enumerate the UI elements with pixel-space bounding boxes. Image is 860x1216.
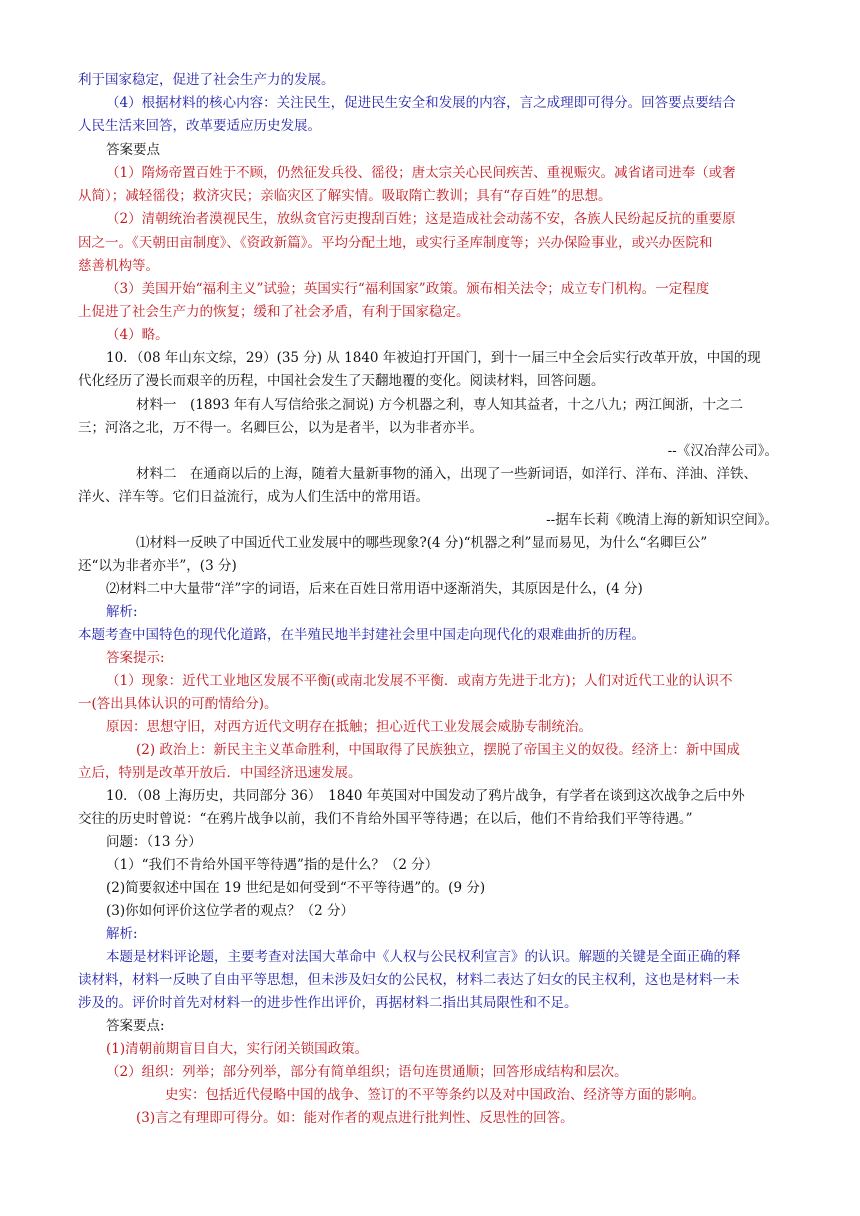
- text-line: 交往的历史时曾说：“在鸦片战争以前，我们不肯给外国平等待遇；在以后，他们不肯给我们平等待遇。”: [78, 811, 693, 827]
- text-line: 读材料，材料一反映了自由平等思想，但未涉及妇女的公民权，材料二表达了妇女的民主权利，这也是材料一未: [78, 972, 740, 988]
- question-heading: 10．（08 上海历史，共同部分 36） 1840 年英国对中国发动了鸦片战争，有学者在谈到这次战争之后中外: [106, 788, 745, 804]
- text-line: 因之一。《天朝田亩制度》、《资政新篇》。平均分配土地，或实行圣库制度等；兴办保险事业，或兴办医院和: [78, 235, 713, 251]
- text-line: (1)清朝前期盲目自大，实行闭关锁国政策。: [106, 1041, 369, 1057]
- text-line: 代化经历了漫长而艰辛的历程，中国社会发生了天翻地覆的变化。阅读材料，回答问题。: [78, 373, 605, 389]
- question-item: (3)你如何评价这位学者的观点？（2 分）: [106, 903, 355, 919]
- text-line: 还“以为非者亦半”，(3 分): [78, 558, 237, 574]
- question-item: ⑵材料二中大量带“洋”字的词语，后来在百姓日常用语中逐渐消失，其原因是什么，(4 分): [106, 581, 643, 597]
- text-line: 涉及的。评价时首先对材料一的进步性作出评价，再据材料二指出其局限性和不足。: [78, 995, 578, 1011]
- text-line: （2）清朝统治者漠视民生，放纵贪官污吏搜刮百姓；这是造成社会动荡不安，各族人民纷起反抗的重要原: [106, 211, 736, 227]
- text-line: (2) 政治上：新民主主义革命胜利，中国取得了民族独立，摆脱了帝国主义的奴役。经济上：新中国成: [136, 742, 740, 758]
- text-line: 本题是材料评论题，主要考查对法国大革命中《人权与公民权利宣言》的认识。解题的关键是全面正确的释: [106, 949, 741, 965]
- text-line: （4）根据材料的核心内容：关注民生，促进民生安全和发展的内容，言之成理即可得分。回答要点要结合: [106, 95, 736, 111]
- text-line: 三；河洛之北，万不得一。名卿巨公，以为是者半，以为非者亦半。: [78, 420, 483, 436]
- question-heading: 10．（08 年山东文综，29）(35 分) 从 1840 年被迫打开国门，到十一届三中全会后实行改革开放，中国的现: [106, 350, 761, 366]
- text-line: 从简）；减轻徭役；救济灾民；亲临灾区了解实情。吸取隋亡教训；具有“存百姓”的思想。: [78, 188, 612, 204]
- text-line: （3）美国开始“福利主义”试验；英国实行“福利国家”政策。颁布相关法令；成立专门机构。一定程度: [106, 281, 710, 297]
- text-line: 慈善机构等。: [78, 258, 159, 274]
- material-one: 材料一 (1893 年有人写信给张之洞说) 方今机器之利，専人知其益者，十之八九；两江闽浙，十之二: [136, 397, 743, 413]
- text-line: (3)言之有理即可得分。如：能对作者的观点进行批判性、反思性的回答。: [136, 1110, 574, 1126]
- text-line: （1）隋炀帝置百姓于不顾，仍然征发兵役、徭役；唐太宗关心民间疾苦、重视赈灾。减省诸司进奉（或奢: [106, 165, 736, 181]
- text-line: 立后，特别是改革开放后．中国经济迅速发展。: [78, 765, 362, 781]
- source-citation: --《汉冶萍公司》。: [667, 443, 778, 459]
- text-line: 史实：包括近代侵略中国的战争、签订的不平等条约以及对中国政治、经济等方面的影响。: [165, 1087, 705, 1103]
- text-line: （1）现象：近代工业地区发展不平衡(或南北发展不平衡．或南方先进于北方)；人们对近代工业的认识不: [106, 673, 733, 689]
- source-citation: --据车长莉《晚清上海的新知识空间》。: [546, 512, 778, 528]
- text-line: 问题：（13 分）: [106, 834, 202, 850]
- text-line: 答案要点: [106, 142, 160, 158]
- analysis-label: 解析:: [106, 604, 138, 620]
- answer-hint-label: 答案提示:: [106, 650, 165, 666]
- answer-label: 答案要点:: [106, 1018, 165, 1034]
- analysis-label: 解析:: [106, 926, 138, 942]
- question-item: ⑴材料一反映了中国近代工业发展中的哪些现象?(4 分)“机器之利”显而易见，为什么“名卿巨公”: [136, 535, 708, 551]
- text-line: 一(答出具体认识的可酌情给分)。: [78, 696, 278, 712]
- text-line: （2）组织：列举；部分列举，部分有简单组织；语句连贯通顺；回答形成结构和层次。: [106, 1064, 628, 1080]
- text-line: 利于国家稳定，促进了社会生产力的发展。: [78, 72, 335, 88]
- text-line: 上促进了社会生产力的恢复；缓和了社会矛盾，有利于国家稳定。: [78, 304, 470, 320]
- text-line: （4）略。: [106, 327, 169, 343]
- text-line: 洋火、洋车等。它们日益流行，成为人们生活中的常用语。: [78, 489, 429, 505]
- question-item: （1）“我们不肯给外国平等待遇”指的是什么？（2 分）: [106, 857, 439, 873]
- question-item: (2)简要叙述中国在 19 世纪是如何受到“不平等待遇”的。(9 分): [106, 880, 486, 896]
- text-line: 人民生活来回答，改革要适应历史发展。: [78, 118, 321, 134]
- text-line: 本题考查中国特色的现代化道路，在半殖民地半封建社会里中国走向现代化的艰难曲折的历程。: [78, 627, 645, 643]
- material-two: 材料二 在通商以后的上海，随着大量新事物的涌入，出现了一些新词语，如洋行、洋布、洋油、洋铁、: [136, 466, 757, 482]
- text-line: 原因：思想守旧，对西方近代文明存在抵触；担心近代工业发展会威胁专制统治。: [106, 719, 592, 735]
